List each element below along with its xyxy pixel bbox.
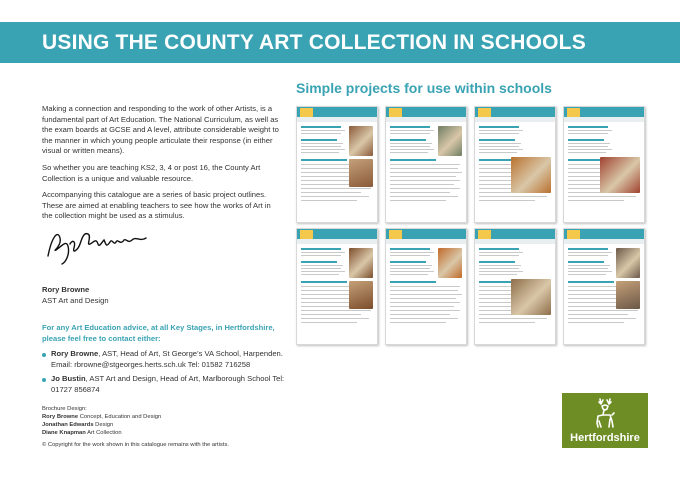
credit-role: Art Collection — [85, 430, 122, 436]
project-page-thumbnail — [474, 228, 556, 345]
project-page-thumbnail — [563, 228, 645, 345]
contact-item — [42, 349, 292, 370]
credit-name: Rory Browne — [42, 414, 79, 420]
page-title: USING THE COUNTY ART COLLECTION IN SCHOOLS — [42, 31, 586, 54]
intro-paragraph-2: So whether you are teaching KS2, 3, 4 or post 16, the County Art Collection is a unique and valuable resource. — [42, 162, 261, 183]
intro-paragraph-1: Making a connection and responding to the work of other Artists, is a fundamental part of Art Education. The National Curriculum, as well as the exam boards at GCSE and A level, attribute considerable weight to the manner in which young people articulate their response (in either visual or written means). — [42, 104, 279, 156]
credit-line — [42, 429, 161, 437]
credit-role: Concept, Education and Design — [78, 414, 162, 420]
project-page-thumbnail — [385, 106, 467, 223]
advice-heading: For any Art Education advice, at all Key Stages, in Hertfordshire, please feel free to contact either: — [42, 323, 275, 343]
copyright-note: © Copyright for the work shown in this catalogue remains with the artists. — [42, 442, 229, 448]
painted-figures-image — [349, 248, 373, 278]
hertfordshire-logo — [562, 393, 648, 448]
intro-text — [42, 104, 282, 228]
dancing-figure-image — [600, 157, 640, 193]
abstract-swirls-image — [438, 248, 462, 278]
credit-name: Diane Knapman — [42, 430, 86, 436]
contact-item — [42, 374, 292, 395]
contact-details: , AST Art and Design, Head of Art, Marlborough School Tel: 01727 856874 — [51, 374, 285, 394]
lizard-sculpture-image — [511, 157, 551, 193]
hart-deer-icon — [592, 397, 618, 429]
project-thumbnails — [296, 106, 644, 326]
author-role: AST Art and Design — [42, 295, 109, 305]
logo-text: Hertfordshire — [570, 432, 640, 444]
ceramic-pot-image — [511, 279, 551, 315]
project-page-thumbnail — [385, 228, 467, 345]
photo-collage-image-2 — [616, 281, 640, 309]
credits-heading: Brochure Design: — [42, 406, 87, 412]
forest-path-image — [438, 126, 462, 156]
project-page-thumbnail — [296, 228, 378, 345]
contact-name: Rory Browne — [51, 349, 99, 358]
credit-role: Design — [93, 422, 114, 428]
brochure-credits — [42, 405, 161, 437]
face-portrait-image-2 — [349, 159, 373, 187]
credit-name: Jonathan Edwards — [42, 422, 94, 428]
title-banner — [0, 22, 680, 63]
project-page-thumbnail — [563, 106, 645, 223]
project-page-thumbnail — [296, 106, 378, 223]
project-page-thumbnail — [474, 106, 556, 223]
contact-name: Jo Bustin — [51, 374, 86, 384]
contact-list — [42, 349, 292, 399]
credit-line — [42, 413, 161, 421]
painted-figures-image-2 — [349, 281, 373, 309]
author-name: Rory Browne — [42, 285, 90, 294]
author-block — [42, 285, 109, 306]
photo-collage-image — [616, 248, 640, 278]
credit-line — [42, 421, 161, 429]
face-portrait-image — [349, 126, 373, 156]
intro-paragraph-3: Accompanying this catalogue are a series of basic project outlines. These are aimed at enabling teachers to see how the works of Art in the collection might be used as a stimulus. — [42, 190, 271, 221]
contact-details: , AST, Head of Art, St George’s VA School, Harpenden. Email: rbrowne@stgeorges.herts.sch.uk Tel: 01582 716258 — [51, 349, 283, 369]
projects-heading: Simple projects for use within schools — [296, 80, 552, 96]
signature-image — [44, 226, 154, 266]
